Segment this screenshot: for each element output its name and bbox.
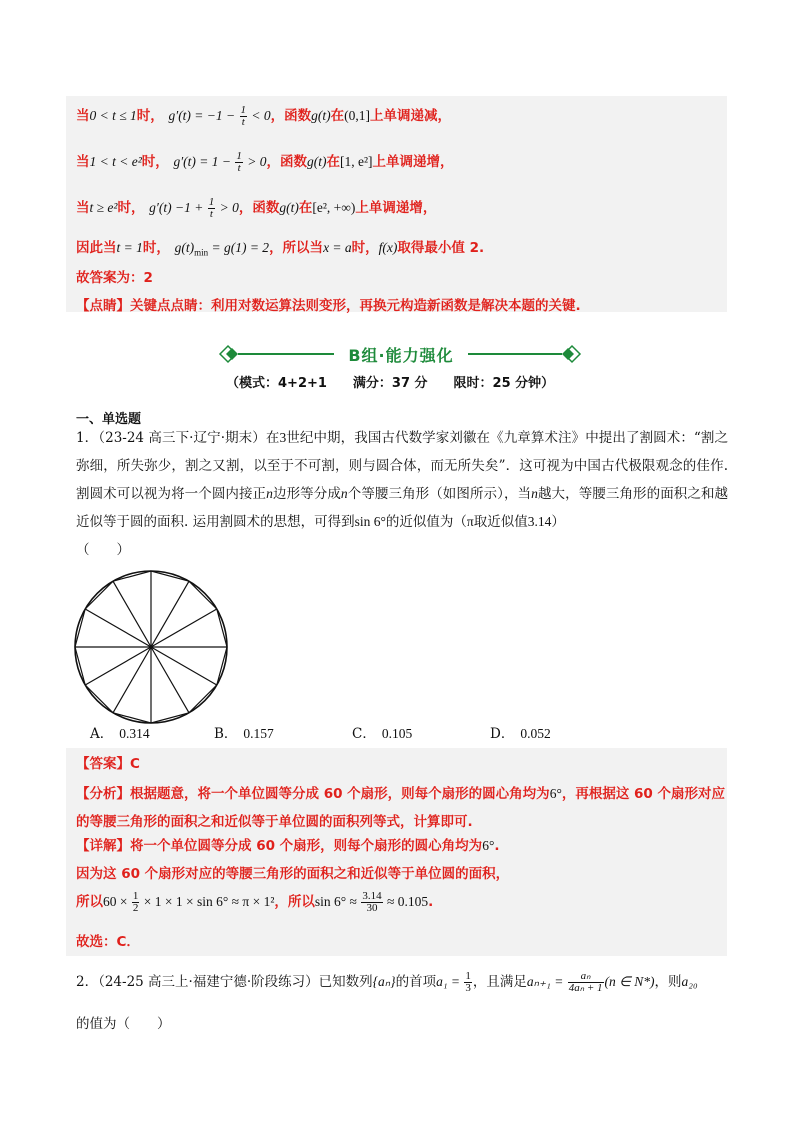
radius-spoke xyxy=(113,647,151,713)
circle-division-figure xyxy=(72,568,230,726)
section-meta: （模式：4+2+1 满分：37 分 限时：25 分钟） xyxy=(226,376,555,391)
answer-line: 故答案为：2 xyxy=(76,270,153,286)
solution-line-2: 当1 < t < e²时， g′(t) = 1 − $\frac{1}{t}$ > 0，函数g(t)在[1, e²]上单调递增， xyxy=(76,149,454,174)
radius-spoke xyxy=(151,581,189,647)
option-b[interactable]: B． 0.157 xyxy=(214,726,274,742)
detail-line-1: 【详解】将一个单位圆等分成 60 个扇形，则每个扇形的圆心角均为6°. xyxy=(76,838,500,854)
section-banner xyxy=(218,340,582,368)
option-d[interactable]: D． 0.052 xyxy=(490,726,551,742)
question-2-line-1: 2．（24-25 高三上·福建宁德·阶段练习）已知数列{aₙ}的首项a₁ = $\frac{1}{3}$ ，且满足aₙ₊₁ = $\frac{\text{aₙ}}{\text{4aₙ + 1}}$ (n ∈ N*)，则a₂₀ xyxy=(76,970,698,994)
final-choice: 故选：C． xyxy=(76,934,140,950)
radius-spoke xyxy=(151,647,217,685)
section-title: B组·能力强化 xyxy=(348,346,454,365)
tip-line: 【点睛】关键点点睛：利用对数运算法则变形，再换元构造新函数是解决本题的关键. xyxy=(76,298,581,314)
question-2-line-2: 的值为（ ） xyxy=(76,1016,171,1032)
answer-tag: 【答案】C xyxy=(76,756,140,772)
radius-spoke xyxy=(113,581,151,647)
radius-spoke xyxy=(85,609,151,647)
option-a[interactable]: A． 0.314 xyxy=(90,726,150,742)
radius-spoke xyxy=(85,647,151,685)
right-diamond-icon xyxy=(562,346,580,362)
solution-line-4: 因此当t = 1时， $g(t)_{min} = g(1) = 2$，所以当x = a时，f(x)取得最小值 2. xyxy=(76,240,485,258)
analysis-text: 【分析】根据题意，将一个单位圆等分成 60 个扇形，则每个扇形的圆心角均为6°，再根据这 60 个扇形对应的等腰三角形的面积之和近似等于单位圆的面积列等式，计算即可. xyxy=(76,786,726,830)
option-c[interactable]: C． 0.105 xyxy=(352,726,413,742)
detail-line-2: 因为这 60 个扇形对应的等腰三角形的面积之和近似等于单位圆的面积， xyxy=(76,866,510,882)
right-rule xyxy=(468,353,562,355)
detail-line-3: 所以60 × $\frac{1}{2}$ × 1 × 1 × sin 6° ≈ π × 1²，所以sin 6° ≈ $\frac{3.14}{30}$ ≈ 0.105. xyxy=(76,889,434,914)
left-diamond-icon xyxy=(220,346,238,362)
solution-line-3: 当t ≥ e²时， g′(t) −1 + $\frac{1}{t}$ > 0，函数g(t)在[e², +∞)上单调递增， xyxy=(76,195,437,220)
radius-spoke xyxy=(151,647,189,713)
radius-spoke xyxy=(151,609,217,647)
question-1: 1．（23-24 高三下·辽宁·期末）在3世纪中期，我国古代数学家刘徽在《九章算术注》中提出了割圆术：“割之弥细，所失弥少，割之又割，以至于不可割，则与圆合体，而无所失矣”．这可视为中国古代极限观念的佳作. 割圆术可以视为将一个圆内接正n边形等分成n个等腰三角形（如图所示），当n越大，等腰三角形的面积之和越近似等于圆的面积. 运用割圆术的思想，可得到sin 6°的近似值为（π取近似值3.14） （ ） xyxy=(76,430,729,558)
solution-line-1: 当0 < t ≤ 1时， g′(t) = −1 − $\frac{1}{t}$ < 0，函数g(t)在(0,1]上单调递减， xyxy=(76,103,452,128)
left-rule xyxy=(238,353,334,355)
section-heading: 一、单选题 xyxy=(76,412,142,427)
